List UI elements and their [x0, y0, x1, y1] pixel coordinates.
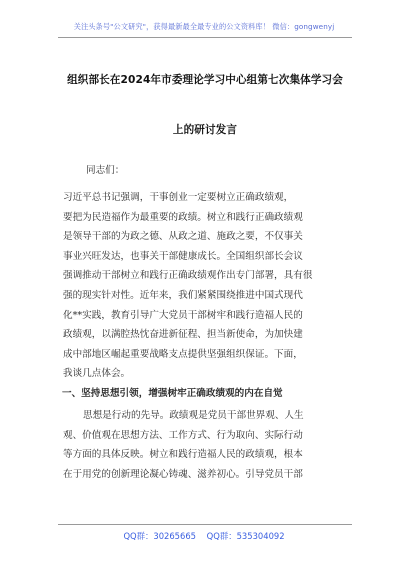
text-line: 我谈几点体会。	[63, 368, 131, 380]
section-heading: 一、坚持思想引领，增强树牢正确政绩观的内在自觉	[62, 387, 283, 399]
text-line: 政绩观，以满腔热忱奋进新征程、担当新使命，为加快建	[63, 329, 303, 341]
text-line: 习近平总书记强调，干事创业一定要树立正确政绩观，	[63, 192, 294, 203]
footer-qq-group-1: QQ群：30265665	[123, 531, 196, 541]
text-line: 强调推动干部树立和践行正确政绩观作出专门部署，具有很	[63, 270, 313, 282]
greeting: 同志们：	[86, 165, 125, 176]
text-line: 是领导干部的为政之德、从政之道、施政之要，不仅事关	[63, 231, 303, 243]
document-title-line-1: 组织部长在2024年市委理论学习中心组第七次集体学习会	[67, 74, 343, 86]
text-line: 观、价值观在思想方法、工作方式、行为取向、实际行动	[63, 429, 303, 441]
section1-paragraph	[63, 406, 353, 484]
header-divider	[58, 37, 352, 38]
text-line: 在于用党的创新理论凝心铸魂、滋养初心。引导党员干部	[63, 468, 303, 480]
intro-paragraph	[63, 188, 353, 404]
header-banner: 关注头条号"公文研究"，获得最新最全最专业的公文资料库！ 微信：gongwenyj	[73, 22, 335, 31]
text-line: 成中部地区崛起重要战略支点提供坚强组织保证。下面，	[63, 348, 303, 360]
text-line: 要把为民造福作为最重要的政绩。树立和践行正确政绩观	[63, 211, 303, 223]
document-title-line-2: 上的研讨发言	[172, 124, 238, 136]
text-line: 事业兴旺发达，也事关干部健康成长。全国组织部长会议	[63, 250, 303, 262]
text-line: 等方面的具体反映。树立和践行造福人民的政绩观，根本	[63, 449, 303, 461]
footer	[0, 530, 408, 542]
text-line: 化**实践，教育引导广大党员干部树牢和践行造福人民的	[63, 309, 303, 321]
text-line: 思想是行动的先导。政绩观是党员干部世界观、人生	[83, 410, 304, 421]
text-line: 强的现实针对性。近年来，我们紧紧围绕推进中国式现代	[63, 289, 303, 301]
footer-qq-group-2: QQ群：535304092	[206, 531, 285, 541]
footer-divider	[58, 524, 352, 525]
